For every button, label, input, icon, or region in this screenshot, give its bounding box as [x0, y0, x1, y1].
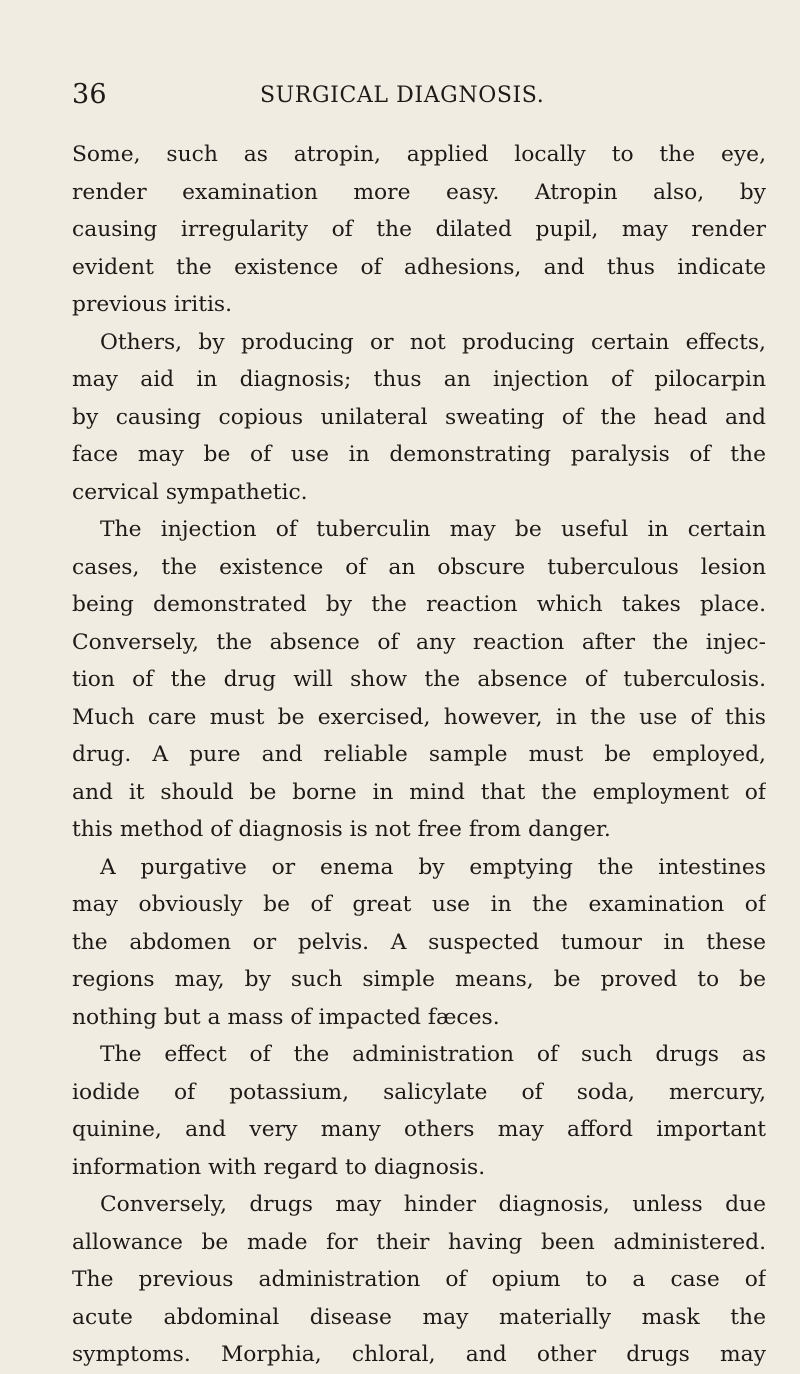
text-line: regions may, by such simple means, be proved to be [72, 967, 766, 992]
page-number: 36 [72, 79, 107, 110]
text-line: nothing but a mass of impacted fæces. [72, 1004, 500, 1030]
text-line: cases, the existence of an obscure tuberculous lesion [72, 554, 766, 580]
text-line: symptoms. Morphia, chloral, and other drugs may [72, 1342, 766, 1367]
text-line: cervical sympathetic. [72, 479, 308, 505]
text-line: Some, such as atropin, applied locally to the eye, [72, 142, 766, 167]
text-line: face may be of use in demonstrating paralysis of the [72, 442, 766, 467]
text-line: causing irregularity of the dilated pupil, may render [72, 217, 766, 242]
text-line: and it should be borne in mind that the employment of [72, 779, 766, 805]
text-line: being demonstrated by the reaction which takes place. [72, 592, 766, 617]
text-line: Much care must be exercised, however, in the use of this [72, 704, 766, 730]
text-line: Conversely, the absence of any reaction after the injec- [72, 629, 766, 655]
text-line: this method of diagnosis is not free from danger. [72, 817, 611, 842]
text-line: may aid in diagnosis; thus an injection of pilocarpin [72, 367, 766, 392]
text-line: Conversely, drugs may hinder diagnosis, unless due [100, 1192, 766, 1217]
text-line: The injection of tuberculin may be useful in certain [100, 517, 766, 542]
text-line: the abdomen or pelvis. A suspected tumour in these [72, 929, 766, 955]
running-title: SURGICAL DIAGNOSIS. [260, 83, 545, 108]
text-line: Others, by producing or not producing certain effects, [100, 329, 766, 355]
text-line: A purgative or enema by emptying the intestines [100, 854, 766, 880]
body-text [72, 136, 766, 1374]
text-line: The effect of the administration of such drugs as [100, 1042, 766, 1067]
text-line: previous iritis. [72, 292, 233, 317]
text-line: information with regard to diagnosis. [72, 1154, 486, 1180]
text-line: The previous administration of opium to a case of [72, 1267, 766, 1292]
text-line: allowance be made for their having been administered. [72, 1229, 766, 1255]
text-line: tion of the drug will show the absence of tuberculosis. [72, 667, 766, 692]
text-line: may obviously be of great use in the examination of [72, 892, 766, 917]
text-line: quinine, and very many others may afford important [72, 1117, 766, 1142]
text-line: acute abdominal disease may materially mask the [72, 1304, 766, 1330]
text-line: evident the existence of adhesions, and thus indicate [72, 254, 766, 280]
text-line: iodide of potassium, salicylate of soda, mercury, [72, 1079, 766, 1105]
page-header [72, 80, 772, 114]
text-line: render examination more easy. Atropin also, by [72, 179, 766, 205]
text-line: by causing copious unilateral sweating of the head and [72, 404, 766, 430]
text-line: drug. A pure and reliable sample must be employed, [72, 742, 766, 767]
